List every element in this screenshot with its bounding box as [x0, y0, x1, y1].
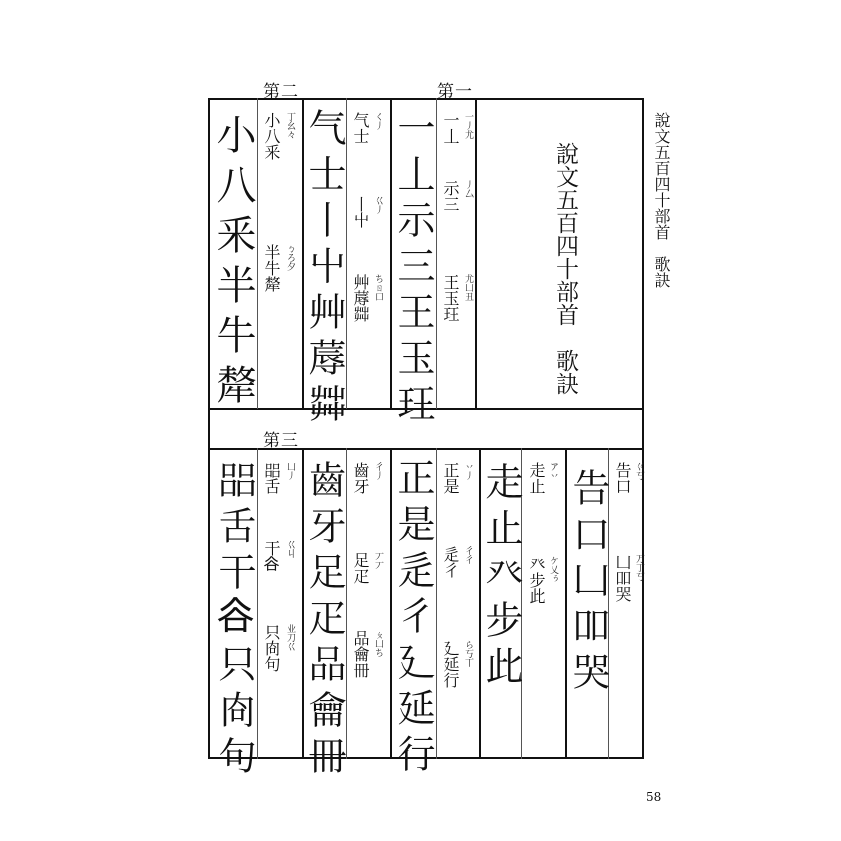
running-title: 說文五百四十部首 歌訣: [652, 112, 671, 288]
main-title: 說文五百四十部首 歌訣: [552, 142, 578, 395]
first-regular-2: 示三: [441, 180, 460, 212]
page-number: 58: [646, 790, 662, 804]
rule-bot-9: [257, 448, 258, 759]
gao-regular-2: 凵吅哭: [613, 554, 632, 602]
zheng-seal-column: 正是辵彳廴延行: [391, 458, 435, 780]
zheng-regular-2: 辵彳: [441, 546, 460, 578]
gao-regular-1: 告口: [613, 462, 632, 494]
first-annotation-3: 尤凵丑: [463, 274, 473, 301]
qi-regular-2: 丨屮: [351, 196, 370, 228]
zheng-annotation-1: 丷丿: [463, 462, 473, 480]
zheng-regular-3: 廴延行: [441, 640, 460, 688]
gao-annotation-1: 巜丂: [634, 462, 644, 480]
small-regular-1: 小八釆: [262, 112, 281, 160]
zou-regular-2: 癶步此: [527, 556, 546, 604]
section-label-second: 第二: [263, 82, 299, 102]
first-annotation-1: 一丿尤: [463, 112, 473, 139]
chi-annotation-1: 彳丿: [373, 462, 383, 480]
chi-regular-2: 足疋: [351, 552, 370, 584]
ji-regular-3: 只㕯句: [262, 624, 281, 672]
first-regular-3: 王玉玨: [441, 274, 460, 322]
chi-annotation-3: ㄆ凵ち: [373, 630, 383, 657]
first-seal-column: 一丄示三王玉玨: [391, 108, 435, 430]
zheng-annotation-2: 彳彳: [463, 546, 473, 564]
gao-annotation-2: 万丁丂: [634, 554, 644, 581]
rule-top-1: [436, 98, 437, 409]
ji-annotation-3: 业刀巜: [285, 624, 295, 651]
qi-annotation-3: ちㄖ口: [373, 274, 383, 301]
rule-bot-5: [436, 448, 437, 759]
rule-title-left: [475, 98, 477, 409]
small-seal-column: 小八釆半牛犛: [210, 114, 256, 414]
small-annotation-1: 丁幺々: [285, 112, 295, 139]
zou-annotation-2: ケ乂ぅ: [548, 556, 558, 583]
ji-annotation-2: 巜丩: [285, 540, 295, 558]
zheng-regular-1: 正是: [441, 462, 460, 494]
chi-regular-3: 品龠冊: [351, 630, 370, 678]
small-annotation-2: ㄅろ夕: [285, 244, 295, 271]
gao-seal-column: 告口凵吅哭: [566, 468, 610, 698]
ji-regular-2: 干𧮫: [262, 540, 281, 572]
chi-seal-column: 齒牙足疋品龠冊: [302, 460, 346, 782]
first-annotation-2: 丿厶: [463, 180, 473, 198]
section-label-third: 第三: [263, 431, 299, 451]
zou-annotation-1: ア丷: [548, 462, 558, 480]
rule-top-3: [346, 98, 347, 409]
divider-bottom: [208, 448, 644, 450]
ji-regular-1: 㗊舌: [262, 462, 281, 494]
section-label-first: 第一: [437, 82, 473, 102]
ji-annotation-1: 凵丿: [285, 462, 295, 480]
ji-seal-column: 㗊舌干𧮫只㕯句: [212, 460, 256, 782]
qi-seal-column: 气士丨屮艸蓐茻: [302, 108, 346, 430]
rule-bot-7: [346, 448, 347, 759]
qi-regular-3: 艸蓐茻: [351, 274, 370, 322]
qi-annotation-2: 巜丿: [373, 196, 383, 214]
chi-annotation-2: 丆丆: [373, 552, 383, 570]
zou-regular-1: 走止: [527, 462, 546, 494]
small-regular-2: 半牛犛: [262, 244, 281, 292]
zheng-annotation-3: ら丂丅: [463, 640, 473, 667]
qi-annotation-1: く丿: [373, 112, 383, 130]
qi-regular-1: 气士: [351, 112, 370, 144]
first-regular-1: 一丄: [441, 112, 460, 144]
zou-seal-column: 走止癶步此: [479, 462, 523, 692]
rule-top-5: [257, 98, 258, 409]
chi-regular-1: 齒牙: [351, 462, 370, 494]
